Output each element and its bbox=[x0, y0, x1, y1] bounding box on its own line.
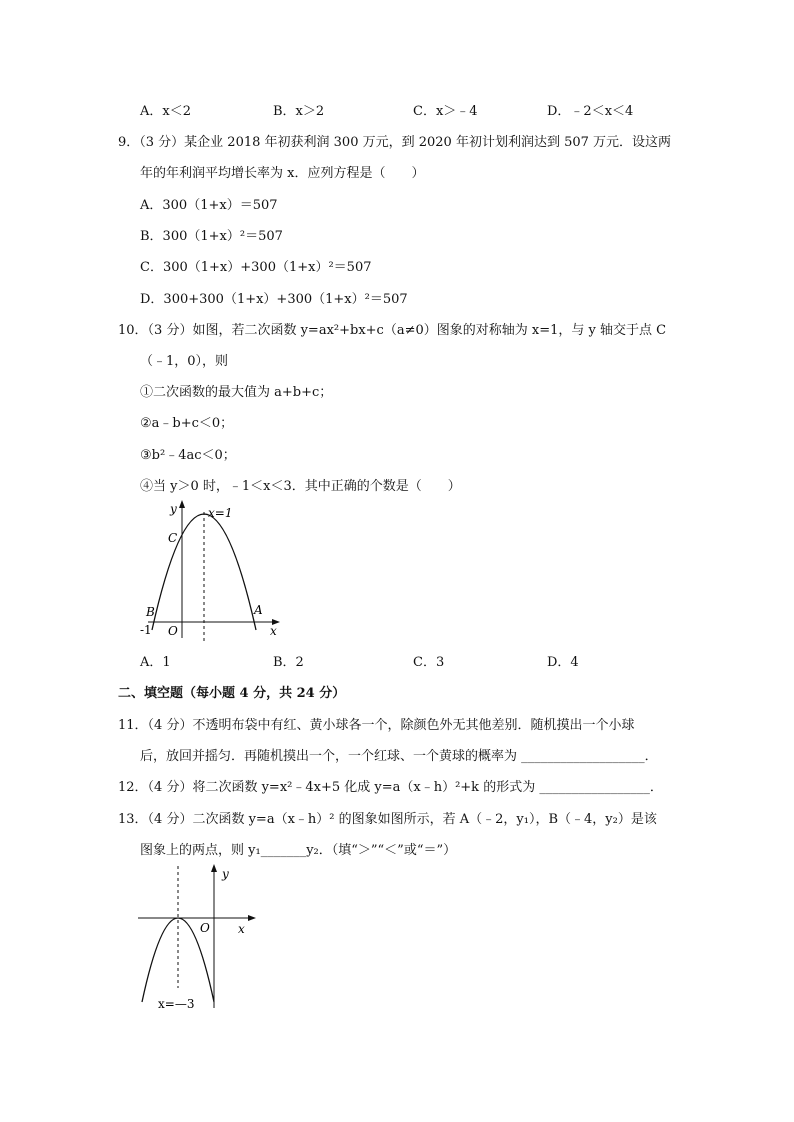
q13-parabola-graph bbox=[134, 862, 264, 1012]
q9-option-b: B．300（1+x）²＝507 bbox=[140, 229, 283, 244]
q10-label-b: B bbox=[146, 605, 155, 619]
q12-stem-line1: 12．（4 分）将二次函数 y=x²﹣4x+5 化成 y=a（x﹣h）²+k 的形式为 _________________． bbox=[118, 780, 663, 795]
q13-label-axis-eq: x=—3 bbox=[158, 997, 195, 1011]
q10-option-c: C．3 bbox=[413, 655, 445, 670]
q9-option-c: C．300（1+x）+300（1+x）²＝507 bbox=[140, 260, 372, 275]
q10-y-axis-arrow bbox=[179, 500, 185, 508]
q8-option-c: C．x＞﹣4 bbox=[413, 104, 478, 119]
q9-option-d: D．300+300（1+x）+300（1+x）²＝507 bbox=[140, 292, 408, 307]
q10-label-a: A bbox=[254, 603, 263, 617]
q9-stem-line1: 9．（3 分）某企业 2018 年初获利润 300 万元，到 2020 年初计划利润达到 507 万元．设这两 bbox=[118, 135, 672, 150]
q10-stem-line1: 10．（3 分）如图，若二次函数 y=ax²+bx+c（a≠0）图象的对称轴为 x=1，与 y 轴交于点 C bbox=[118, 323, 667, 338]
q10-option-a: A．1 bbox=[140, 655, 171, 670]
q9-option-a: A．300（1+x）＝507 bbox=[140, 198, 278, 213]
q13-x-axis-arrow bbox=[248, 915, 256, 921]
q9-stem-line2: 年的年利润平均增长率为 x．应列方程是（ ） bbox=[140, 166, 425, 181]
q8-option-a: A．x＜2 bbox=[140, 104, 191, 119]
q10-label-axis-eq: x=1 bbox=[208, 506, 233, 520]
section2-title: 二、填空题（每小题 4 分，共 24 分） bbox=[118, 686, 346, 701]
q10-label-c: C bbox=[168, 531, 178, 545]
q10-item-3: ③b²﹣4ac＜0； bbox=[140, 448, 236, 463]
q13-stem-line2: 图象上的两点，则 y₁_______y₂．（填“＞”“＜”或“＝”） bbox=[140, 843, 457, 858]
q11-stem-line2: 后，放回并摇匀．再随机摸出一个，一个红球、一个黄球的概率为 ___________________． bbox=[140, 749, 658, 764]
q10-item-2: ②a﹣b+c＜0； bbox=[140, 416, 234, 431]
q10-label-neg1: -1 bbox=[140, 623, 152, 637]
q10-label-y: y bbox=[170, 502, 177, 516]
q10-item-4: ④当 y＞0 时，﹣1＜x＜3．其中正确的个数是（ ） bbox=[140, 479, 461, 494]
q8-option-d: D．﹣2＜x＜4 bbox=[547, 104, 634, 119]
q13-label-o: O bbox=[200, 921, 210, 935]
q10-item-1: ①二次函数的最大值为 a+b+c； bbox=[140, 385, 333, 400]
q8-option-b: B．x＞2 bbox=[273, 104, 325, 119]
q13-y-axis-arrow bbox=[211, 864, 217, 872]
q10-option-d: D．4 bbox=[547, 655, 579, 670]
q13-label-x: x bbox=[238, 922, 245, 936]
q13-label-y: y bbox=[222, 867, 229, 881]
q10-option-b: B．2 bbox=[273, 655, 304, 670]
q11-stem-line1: 11．（4 分）不透明布袋中有红、黄小球各一个，除颜色外无其他差别．随机摸出一个小球 bbox=[118, 718, 635, 733]
q10-label-x: x bbox=[270, 624, 277, 638]
q10-parabola-graph bbox=[134, 498, 284, 646]
q10-stem-line2: （﹣1，0），则 bbox=[140, 354, 229, 369]
q13-stem-line1: 13．（4 分）二次函数 y=a（x﹣h）² 的图象如图所示，若 A（﹣2，y₁），B（﹣4，y₂）是该 bbox=[118, 812, 657, 827]
q10-label-o: O bbox=[168, 624, 178, 638]
